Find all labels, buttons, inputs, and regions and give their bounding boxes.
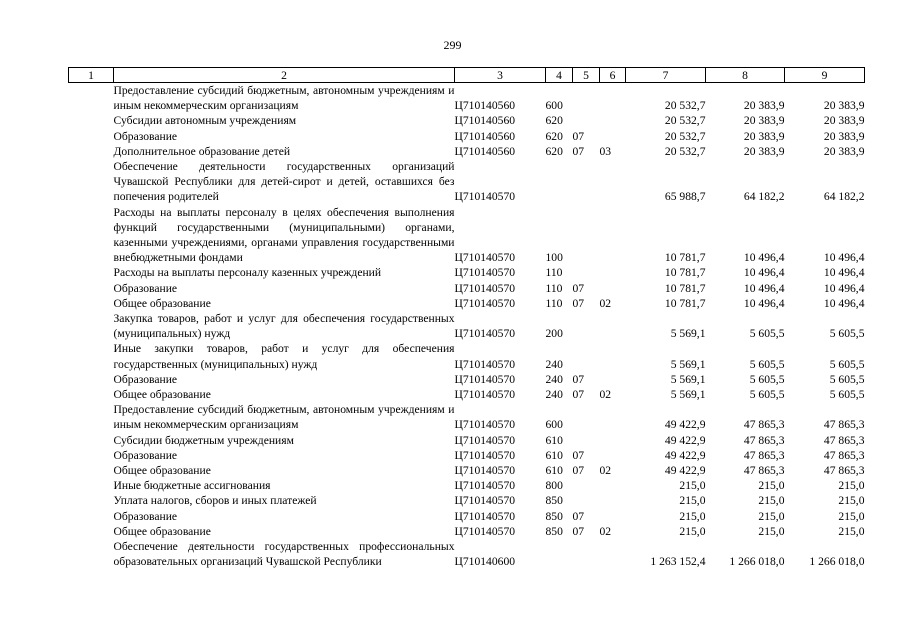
- row-rz-cell: 07: [572, 296, 585, 310]
- row-rz-cell: [573, 113, 600, 128]
- row-value-cell: 215,0: [679, 494, 706, 508]
- table-row: [69, 311, 865, 341]
- row-value-cell: 215,0: [758, 479, 785, 493]
- row-rz-cell: 07: [572, 524, 585, 538]
- row-csr-cell: Ц710140570: [454, 327, 516, 341]
- row-rz-cell: 07: [572, 144, 585, 158]
- row-name-cell: Образование: [113, 509, 178, 523]
- row-value-cell: 20 532,7: [664, 144, 706, 158]
- row-number-cell: [69, 341, 114, 371]
- row-csr-cell: Ц710140570: [454, 251, 516, 265]
- row-csr-cell: Ц710140570: [454, 418, 516, 432]
- row-csr-cell: Ц710140570: [454, 448, 516, 462]
- row-csr-cell: Ц710140570: [454, 464, 516, 478]
- row-csr-cell: Ц710140560: [454, 144, 516, 158]
- row-vr-cell: 620: [545, 144, 563, 158]
- row-csr-cell: Ц710140570: [454, 372, 516, 386]
- table-row: [69, 129, 865, 144]
- row-rz-cell: [573, 402, 600, 432]
- row-vr-cell: 610: [545, 433, 563, 447]
- row-value-cell: 10 781,7: [664, 296, 706, 310]
- row-value-cell: 20 383,9: [743, 144, 785, 158]
- row-rz-cell: 07: [572, 388, 585, 402]
- row-value-cell: 49 422,9: [664, 464, 706, 478]
- row-number-cell: [69, 205, 114, 266]
- row-value-cell: 5 605,5: [829, 388, 865, 402]
- row-vr-cell: 850: [545, 524, 563, 538]
- row-pr-cell: 03: [599, 144, 612, 158]
- row-vr-cell: 620: [545, 129, 563, 143]
- row-csr-cell: Ц710140570: [454, 433, 516, 447]
- row-csr-cell: Ц710140570: [454, 190, 516, 204]
- row-name-cell: Уплата налогов, сборов и иных платежей: [113, 494, 317, 508]
- row-vr-cell: 600: [545, 418, 563, 432]
- row-value-cell: 10 496,4: [823, 296, 865, 310]
- row-pr-cell: [600, 311, 626, 341]
- row-name-cell: Общее образование: [113, 296, 211, 310]
- row-rz-cell: 07: [572, 509, 585, 523]
- row-pr-cell: 02: [599, 296, 612, 310]
- row-name-cell: Общее образование: [113, 388, 211, 402]
- column-header: 3: [455, 68, 546, 83]
- row-name-cell: Обеспечение деятельности государственных организаций Чувашской Республики для детей-сирот и детей, оставшихся без попечения родителей: [113, 160, 455, 204]
- column-header: 8: [706, 68, 785, 83]
- row-value-cell: 20 383,9: [823, 114, 865, 128]
- row-value-cell: 10 496,4: [823, 251, 865, 265]
- row-vr-cell: 610: [545, 464, 563, 478]
- table-body: [69, 83, 865, 570]
- table-row: [69, 387, 865, 402]
- row-number-cell: [69, 159, 114, 205]
- row-vr-cell: 610: [545, 448, 563, 462]
- row-pr-cell: [600, 539, 626, 569]
- budget-table: [68, 67, 865, 570]
- row-value-cell: 47 865,3: [823, 418, 865, 432]
- row-number-cell: [69, 83, 114, 114]
- row-value-cell: 10 496,4: [823, 281, 865, 295]
- row-rz-cell: [573, 478, 600, 493]
- row-value-cell: 5 605,5: [829, 357, 865, 371]
- row-vr-cell: 100: [545, 251, 563, 265]
- row-pr-cell: [600, 205, 626, 266]
- row-csr-cell: Ц710140560: [454, 129, 516, 143]
- row-value-cell: 49 422,9: [664, 433, 706, 447]
- row-name-cell: Предоставление субсидий бюджетным, автономным учреждениям и иным некоммерческим организациям: [113, 84, 455, 113]
- row-vr-cell: 620: [545, 114, 563, 128]
- row-number-cell: [69, 144, 114, 159]
- row-csr-cell: Ц710140560: [454, 114, 516, 128]
- row-value-cell: 5 605,5: [829, 327, 865, 341]
- row-pr-cell: [600, 281, 626, 296]
- row-csr-cell: Ц710140570: [454, 479, 516, 493]
- row-rz-cell: [573, 83, 600, 114]
- row-value-cell: 20 383,9: [823, 144, 865, 158]
- row-csr-cell: Ц710140570: [454, 388, 516, 402]
- row-pr-cell: [600, 265, 626, 280]
- table-row: [69, 402, 865, 432]
- row-name-cell: Субсидии бюджетным учреждениям: [113, 433, 294, 447]
- row-pr-cell: [600, 478, 626, 493]
- table-row: [69, 341, 865, 371]
- row-pr-cell: [600, 159, 626, 205]
- row-value-cell: 20 383,9: [743, 99, 785, 113]
- row-name-cell: Предоставление субсидий бюджетным, автономным учреждениям и иным некоммерческим организациям: [113, 403, 455, 432]
- row-vr-cell: 240: [545, 388, 563, 402]
- row-value-cell: 47 865,3: [743, 433, 785, 447]
- page-number: 299: [443, 38, 462, 52]
- row-rz-cell: 07: [572, 372, 585, 386]
- row-pr-cell: [600, 113, 626, 128]
- row-vr-cell: 200: [545, 327, 563, 341]
- row-value-cell: 1 266 018,0: [809, 555, 865, 569]
- row-name-cell: Иные бюджетные ассигнования: [113, 479, 271, 493]
- row-pr-cell: [600, 433, 626, 448]
- table-row: [69, 159, 865, 205]
- table-row: [69, 493, 865, 508]
- row-csr-cell: Ц710140560: [454, 99, 516, 113]
- row-value-cell: 215,0: [758, 494, 785, 508]
- row-value-cell: 5 569,1: [670, 372, 706, 386]
- row-value-cell: 5 605,5: [749, 388, 785, 402]
- row-number-cell: [69, 463, 114, 478]
- row-pr-cell: 02: [599, 464, 612, 478]
- row-value-cell: 47 865,3: [743, 464, 785, 478]
- row-value-cell: 215,0: [758, 524, 785, 538]
- row-value-cell: 20 383,9: [743, 129, 785, 143]
- row-value-cell: 5 569,1: [670, 388, 706, 402]
- row-pr-cell: [600, 493, 626, 508]
- row-name-cell: Обеспечение деятельности государственных профессиональных образовательных организаций Чувашской Республики: [113, 540, 455, 569]
- row-rz-cell: 07: [572, 464, 585, 478]
- row-value-cell: 10 496,4: [743, 281, 785, 295]
- table-row: [69, 463, 865, 478]
- row-value-cell: 49 422,9: [664, 448, 706, 462]
- row-pr-cell: [600, 448, 626, 463]
- row-name-cell: Дополнительное образование детей: [113, 144, 291, 158]
- row-value-cell: 47 865,3: [743, 418, 785, 432]
- table-row: [69, 144, 865, 159]
- row-value-cell: 20 532,7: [664, 99, 706, 113]
- row-number-cell: [69, 509, 114, 524]
- row-value-cell: 20 383,9: [743, 114, 785, 128]
- row-number-cell: [69, 387, 114, 402]
- row-value-cell: 5 605,5: [829, 372, 865, 386]
- row-value-cell: 49 422,9: [664, 418, 706, 432]
- row-name-cell: Расходы на выплаты персоналу в целях обеспечения выполнения функций государственными (муниципальными) органами, казенными учреждениями, органами управления государственными внебюджетными фондами: [113, 205, 455, 265]
- row-rz-cell: [573, 341, 600, 371]
- row-rz-cell: 07: [572, 448, 585, 462]
- row-value-cell: 47 865,3: [823, 448, 865, 462]
- row-name-cell: Образование: [113, 281, 178, 295]
- row-value-cell: 10 496,4: [743, 296, 785, 310]
- row-value-cell: 10 496,4: [743, 266, 785, 280]
- row-value-cell: 10 781,7: [664, 251, 706, 265]
- row-csr-cell: Ц710140570: [454, 296, 516, 310]
- row-value-cell: 215,0: [838, 524, 865, 538]
- row-vr-cell: 800: [545, 479, 563, 493]
- row-value-cell: 20 532,7: [664, 114, 706, 128]
- table-row: [69, 448, 865, 463]
- row-name-cell: Общее образование: [113, 524, 211, 538]
- table-row: [69, 524, 865, 539]
- table-row: [69, 265, 865, 280]
- table-row: [69, 281, 865, 296]
- row-value-cell: 215,0: [838, 479, 865, 493]
- row-csr-cell: Ц710140600: [454, 555, 516, 569]
- row-value-cell: 1 263 152,4: [650, 555, 706, 569]
- row-vr-cell: 240: [545, 372, 563, 386]
- row-rz-cell: [573, 265, 600, 280]
- row-vr-cell: 600: [545, 99, 563, 113]
- table-row: [69, 296, 865, 311]
- row-value-cell: 64 182,2: [823, 190, 865, 204]
- row-number-cell: [69, 478, 114, 493]
- row-value-cell: 47 865,3: [823, 433, 865, 447]
- row-name-cell: Расходы на выплаты персоналу казенных учреждений: [113, 266, 382, 280]
- row-name-cell: Закупка товаров, работ и услуг для обеспечения государственных (муниципальных) нужд: [113, 312, 455, 341]
- row-value-cell: 10 496,4: [743, 251, 785, 265]
- row-number-cell: [69, 281, 114, 296]
- column-header: 1: [69, 68, 114, 83]
- row-name-cell: Образование: [113, 129, 178, 143]
- column-header: 9: [785, 68, 865, 83]
- row-csr-cell: Ц710140570: [454, 524, 516, 538]
- row-value-cell: 215,0: [679, 479, 706, 493]
- row-name-cell: Общее образование: [113, 464, 211, 478]
- row-vr-cell: 110: [545, 296, 563, 310]
- column-header: 2: [114, 68, 455, 83]
- row-value-cell: 10 496,4: [823, 266, 865, 280]
- row-rz-cell: [573, 539, 600, 569]
- row-value-cell: 47 865,3: [743, 448, 785, 462]
- row-vr-cell: 850: [545, 494, 563, 508]
- table-row: [69, 539, 865, 569]
- row-number-cell: [69, 433, 114, 448]
- row-pr-cell: 02: [599, 524, 612, 538]
- row-value-cell: 20 532,7: [664, 129, 706, 143]
- row-rz-cell: [573, 159, 600, 205]
- table-row: [69, 113, 865, 128]
- row-vr-cell: 110: [545, 266, 563, 280]
- row-rz-cell: 07: [572, 281, 585, 295]
- row-csr-cell: Ц710140570: [454, 509, 516, 523]
- row-csr-cell: Ц710140570: [454, 357, 516, 371]
- row-number-cell: [69, 311, 114, 341]
- row-pr-cell: [600, 509, 626, 524]
- table-row: [69, 372, 865, 387]
- row-vr-cell: 850: [545, 509, 563, 523]
- header-row: [69, 68, 865, 83]
- row-number-cell: [69, 296, 114, 311]
- row-rz-cell: 07: [572, 129, 585, 143]
- row-vr-cell: 240: [545, 357, 563, 371]
- table-row: [69, 478, 865, 493]
- row-value-cell: 10 781,7: [664, 266, 706, 280]
- row-value-cell: 65 988,7: [664, 190, 706, 204]
- row-number-cell: [69, 539, 114, 569]
- table-row: [69, 509, 865, 524]
- row-pr-cell: [600, 402, 626, 432]
- row-name-cell: Образование: [113, 372, 178, 386]
- row-pr-cell: [600, 129, 626, 144]
- row-number-cell: [69, 524, 114, 539]
- row-vr-cell: [546, 539, 573, 569]
- row-value-cell: 215,0: [679, 524, 706, 538]
- row-csr-cell: Ц710140570: [454, 281, 516, 295]
- column-header: 4: [546, 68, 573, 83]
- row-vr-cell: 110: [545, 281, 563, 295]
- row-value-cell: 215,0: [679, 509, 706, 523]
- row-rz-cell: [573, 433, 600, 448]
- row-number-cell: [69, 265, 114, 280]
- row-number-cell: [69, 402, 114, 432]
- row-value-cell: 20 383,9: [823, 129, 865, 143]
- row-value-cell: 215,0: [758, 509, 785, 523]
- row-value-cell: 5 569,1: [670, 327, 706, 341]
- row-name-cell: Образование: [113, 448, 178, 462]
- row-rz-cell: [573, 205, 600, 266]
- row-value-cell: 5 569,1: [670, 357, 706, 371]
- row-value-cell: 5 605,5: [749, 372, 785, 386]
- row-number-cell: [69, 113, 114, 128]
- row-name-cell: Субсидии автономным учреждениям: [113, 114, 297, 128]
- table-row: [69, 205, 865, 266]
- table-row: [69, 83, 865, 114]
- row-vr-cell: [546, 159, 573, 205]
- row-pr-cell: [600, 341, 626, 371]
- row-csr-cell: Ц710140570: [454, 266, 516, 280]
- row-pr-cell: [600, 372, 626, 387]
- row-pr-cell: 02: [599, 388, 612, 402]
- row-number-cell: [69, 493, 114, 508]
- row-csr-cell: Ц710140570: [454, 494, 516, 508]
- table-row: [69, 433, 865, 448]
- row-value-cell: 5 605,5: [749, 357, 785, 371]
- row-number-cell: [69, 448, 114, 463]
- column-header: 5: [573, 68, 600, 83]
- row-value-cell: 10 781,7: [664, 281, 706, 295]
- column-header: 7: [626, 68, 706, 83]
- row-rz-cell: [573, 493, 600, 508]
- column-header: 6: [600, 68, 626, 83]
- row-name-cell: Иные закупки товаров, работ и услуг для обеспечения государственных (муниципальных) нужд: [113, 342, 455, 371]
- row-value-cell: 215,0: [838, 509, 865, 523]
- row-pr-cell: [600, 83, 626, 114]
- row-value-cell: 64 182,2: [743, 190, 785, 204]
- row-value-cell: 5 605,5: [749, 327, 785, 341]
- row-value-cell: 215,0: [838, 494, 865, 508]
- row-value-cell: 47 865,3: [823, 464, 865, 478]
- row-number-cell: [69, 129, 114, 144]
- row-value-cell: 20 383,9: [823, 99, 865, 113]
- row-value-cell: 1 266 018,0: [729, 555, 785, 569]
- row-number-cell: [69, 372, 114, 387]
- row-rz-cell: [573, 311, 600, 341]
